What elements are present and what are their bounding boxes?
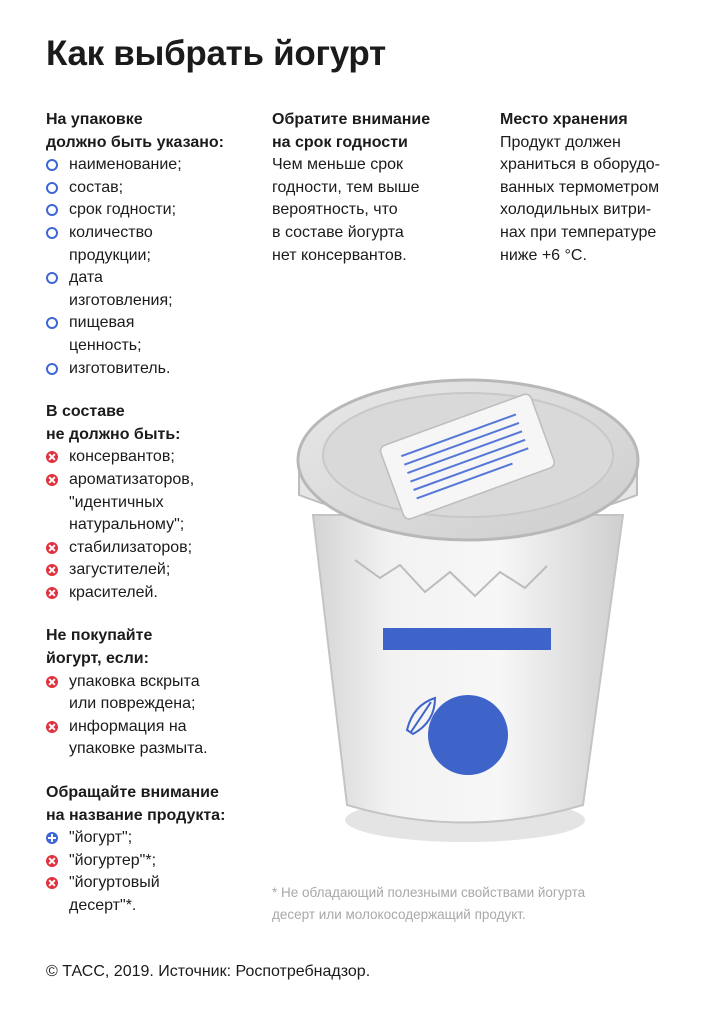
red-cross-icon	[46, 474, 58, 486]
list-item-text: "йогуртер"*;	[69, 851, 157, 869]
expiry-text: Чем меньше срок годности, тем выше вероятность, что в составе йогурта нет консервантов.	[272, 156, 420, 264]
red-cross-icon	[46, 855, 58, 867]
blue-plus-icon	[46, 832, 58, 844]
dont-buy-list	[46, 671, 261, 761]
source-credit: © ТАСС, 2019. Источник: Роспотребнадзор.	[46, 963, 371, 980]
composition-list	[46, 446, 261, 604]
label-requirements-section	[46, 109, 261, 380]
ring-bullet-icon	[46, 317, 58, 329]
expiry-column	[272, 109, 472, 267]
storage-heading: Место хранения	[500, 111, 628, 128]
red-cross-icon	[46, 587, 58, 599]
list-item	[46, 199, 261, 222]
ring-bullet-icon	[46, 272, 58, 284]
label-requirements-list	[46, 154, 261, 380]
ring-bullet-icon	[46, 159, 58, 171]
product-name-list	[46, 827, 261, 917]
composition-section	[46, 401, 261, 604]
product-name-section	[46, 782, 261, 918]
ring-bullet-icon	[46, 182, 58, 194]
list-item	[46, 469, 261, 537]
red-cross-icon	[46, 542, 58, 554]
red-cross-icon	[46, 564, 58, 576]
list-item	[46, 358, 261, 381]
list-item-text: красителей.	[69, 583, 158, 601]
product-name-heading: Обращайте внимание на название продукта:	[46, 784, 226, 824]
footnote: * Не обладающий полезными свойствами йогурта десерт или молокосодержащий продукт.	[272, 885, 586, 922]
list-item-text: состав;	[69, 178, 124, 196]
composition-heading: В составе не должно быть:	[46, 403, 181, 443]
red-cross-icon	[46, 721, 58, 733]
list-item-text: пищевая ценность;	[69, 314, 142, 354]
list-item-text: "йогурт";	[69, 829, 133, 847]
list-item	[46, 716, 261, 761]
storage-column	[500, 109, 700, 267]
cup-body	[313, 515, 623, 823]
list-item-text: информация на упаковке размыта.	[69, 717, 208, 758]
list-item-text: наименование;	[69, 156, 182, 174]
red-cross-icon	[46, 451, 58, 463]
list-item-text: количество продукции;	[69, 223, 153, 264]
list-item	[46, 559, 261, 582]
list-item	[46, 446, 261, 469]
dont-buy-heading: Не покупайте йогурт, если:	[46, 627, 153, 668]
list-item-text: стабилизаторов;	[69, 538, 193, 556]
list-item-text: "йогуртовый десерт"*.	[69, 874, 160, 914]
list-item	[46, 850, 261, 873]
label-requirements-heading: На упаковке должно быть указано:	[46, 111, 224, 151]
red-cross-icon	[46, 676, 58, 688]
list-item	[46, 154, 261, 177]
list-item	[46, 312, 261, 357]
cup-blue-circle	[428, 695, 508, 775]
list-item-text: срок годности;	[69, 201, 177, 219]
list-item	[46, 582, 261, 605]
ring-bullet-icon	[46, 227, 58, 239]
list-item	[46, 177, 261, 200]
cup-blue-stripe	[383, 628, 551, 650]
list-item	[46, 537, 261, 560]
ring-bullet-icon	[46, 363, 58, 375]
list-item	[46, 222, 261, 267]
red-cross-icon	[46, 877, 58, 889]
left-column	[46, 109, 261, 939]
list-item	[46, 827, 261, 850]
list-item-text: изготовитель.	[69, 359, 171, 377]
list-item	[46, 267, 261, 312]
list-item-text: ароматизаторов, "идентичных натуральному";	[69, 470, 195, 534]
storage-text: Продукт должен храниться в оборудо- ванных термометром холодильных витри- нах при температуре ниже +6 °С.	[500, 133, 660, 264]
yogurt-cup-illustration	[285, 310, 655, 850]
dont-buy-section	[46, 625, 261, 761]
list-item-text: загустителей;	[69, 561, 171, 579]
list-item-text: консервантов;	[69, 448, 175, 466]
expiry-heading: Обратите внимание на срок годности	[272, 111, 431, 151]
page-title: Как выбрать йогурт	[46, 34, 386, 73]
list-item-text: дата изготовления;	[69, 269, 173, 309]
ring-bullet-icon	[46, 204, 58, 216]
list-item	[46, 872, 261, 917]
list-item-text: упаковка вскрыта или повреждена;	[69, 672, 200, 713]
list-item	[46, 671, 261, 716]
